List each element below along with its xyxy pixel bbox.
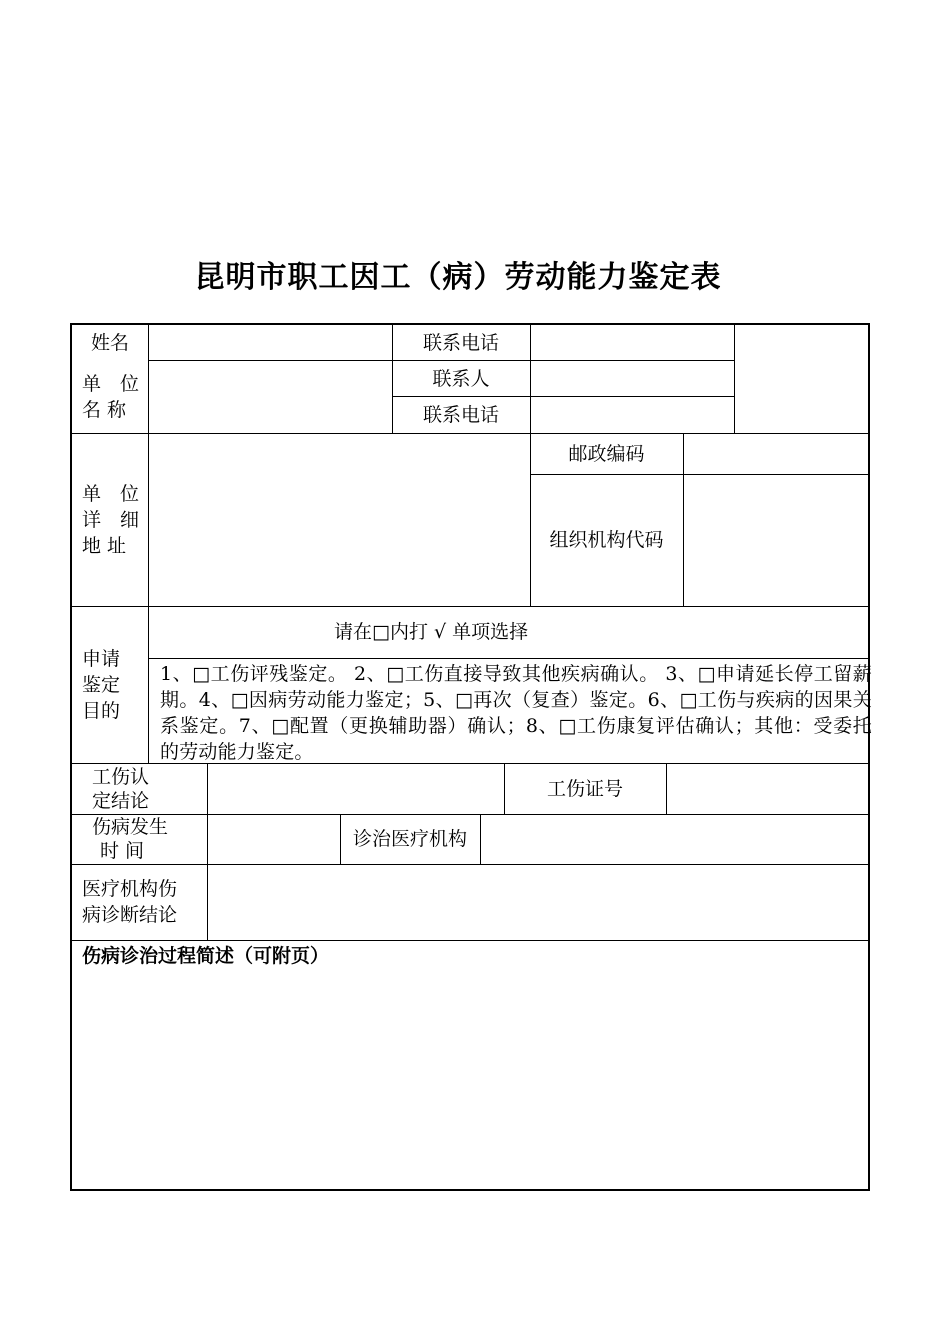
- unit-name-field[interactable]: [148, 361, 392, 433]
- contact-phone-label: 联系电话: [422, 404, 499, 426]
- purpose-label-line1: 申请: [82, 647, 121, 670]
- injury-conclusion-label-line2: 定结论: [92, 789, 150, 812]
- unit-name-label-line1: 单 位: [82, 373, 140, 395]
- org-code-field[interactable]: [683, 474, 870, 606]
- appraisal-form: [70, 323, 870, 1191]
- purpose-label: [72, 606, 148, 763]
- address-label: [72, 433, 148, 606]
- address-label-line1: 单 位: [82, 482, 140, 505]
- purpose-instruction: 请在□内打 √ 单项选择: [334, 621, 529, 643]
- unit-name-label: [72, 361, 148, 433]
- contact-person-field[interactable]: [530, 361, 734, 397]
- onset-time-label: [72, 814, 207, 864]
- name-field[interactable]: [148, 325, 392, 361]
- injury-cert-no-field[interactable]: [666, 763, 870, 814]
- address-field[interactable]: [148, 433, 530, 606]
- contact-phone-field[interactable]: [530, 397, 734, 433]
- diagnosis-label-line1: 医疗机构伤: [82, 878, 178, 900]
- diagnosis-label-line2: 病诊断结论: [82, 904, 178, 926]
- medical-institution-field[interactable]: [480, 814, 870, 864]
- phone-label: 联系电话: [422, 332, 499, 354]
- purpose-label-line2: 鉴定: [82, 673, 121, 696]
- purpose-label-line3: 目的: [82, 699, 121, 722]
- address-label-line3: 地 址: [82, 534, 127, 557]
- name-label: 姓名: [90, 332, 129, 354]
- onset-time-label-line1: 伤病发生: [92, 816, 169, 838]
- injury-cert-no-label: 工伤证号: [546, 777, 623, 800]
- medical-institution-label: 诊治医疗机构: [352, 828, 467, 850]
- unit-name-label-line2: 名 称: [82, 399, 127, 421]
- treatment-summary-label: 伤病诊治过程简述（可附页）: [82, 945, 330, 967]
- injury-conclusion-label: [72, 763, 207, 814]
- diagnosis-label: [72, 864, 207, 940]
- address-label-line2: 详 细: [82, 508, 140, 531]
- phone-field[interactable]: [530, 325, 734, 361]
- treatment-summary-field[interactable]: [72, 971, 870, 1189]
- postal-code-label: 邮政编码: [568, 442, 645, 465]
- onset-time-field[interactable]: [207, 814, 340, 864]
- injury-conclusion-field[interactable]: [207, 763, 504, 814]
- page-title: 昆明市职工因工（病）劳动能力鉴定表: [194, 260, 722, 295]
- diagnosis-field[interactable]: [207, 864, 870, 940]
- photo-box[interactable]: [734, 325, 870, 433]
- org-code-label: 组织机构代码: [549, 529, 664, 551]
- postal-code-field[interactable]: [683, 433, 870, 474]
- contact-person-label: 联系人: [432, 368, 490, 390]
- injury-conclusion-label-line1: 工伤认: [92, 765, 150, 788]
- purpose-options[interactable]: 1、□工伤评残鉴定。 2、□工伤直接导致其他疾病确认。 3、□申请延长停工留薪期。4、□因病劳动能力鉴定；5、□再次（复查）鉴定。6、□工伤与疾病的因果关系鉴定。7、□配置（更换辅助器）确认；8、□工伤康复评估确认；其他：受委托的劳动能力鉴定。: [160, 663, 872, 763]
- onset-time-label-line2: 时 间: [100, 840, 145, 862]
